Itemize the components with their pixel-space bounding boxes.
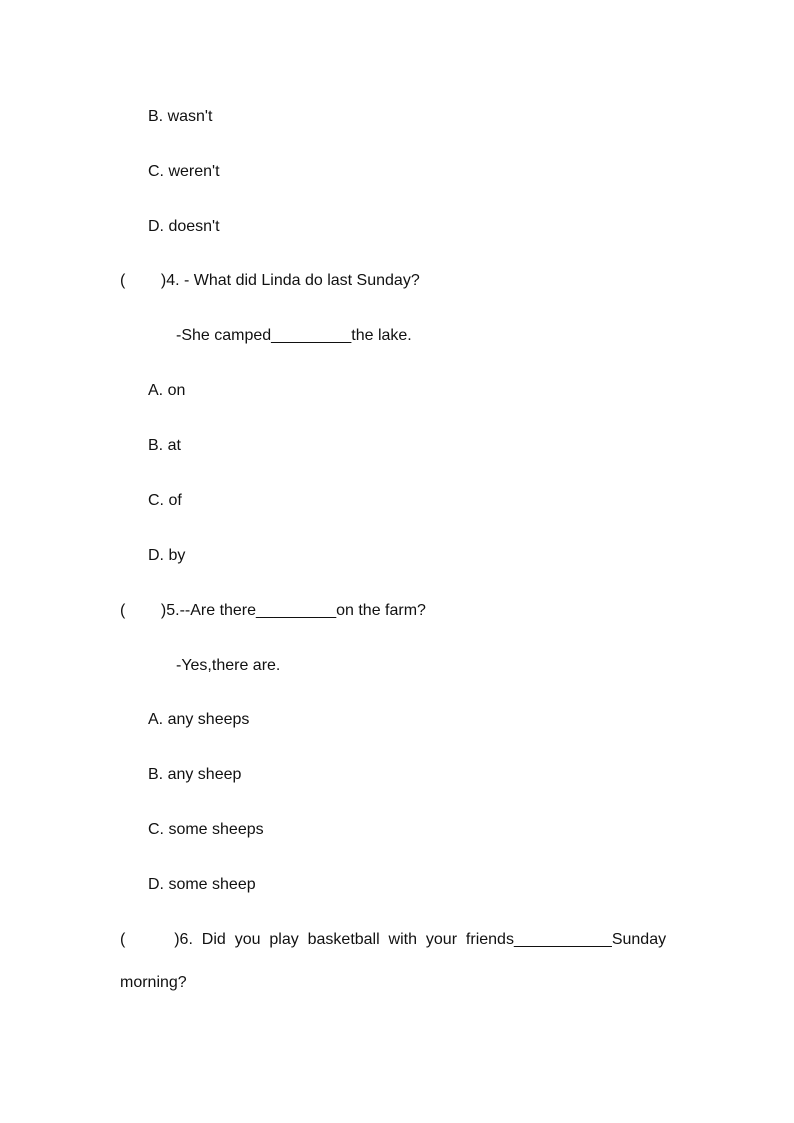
question-5: ( )5.--Are there_________on the farm? (120, 602, 426, 619)
question-5-reply: -Yes,there are. (176, 657, 281, 674)
q3-option-d: D. doesn't (148, 218, 220, 235)
question-4: ( )4. - What did Linda do last Sunday? (120, 272, 420, 289)
q3-option-b: B. wasn't (148, 108, 213, 125)
q5-option-c: C. some sheeps (148, 821, 264, 838)
q4-option-d: D. by (148, 547, 186, 564)
q4-option-b: B. at (148, 437, 181, 454)
question-4-reply: -She camped_________the lake. (176, 327, 412, 344)
q5-option-b: B. any sheep (148, 766, 242, 783)
q4-option-c: C. of (148, 492, 182, 509)
question-6: ( )6. Did you play basketball with your friends___________Sunday (120, 931, 667, 948)
q3-option-c: C. weren't (148, 163, 220, 180)
question-6-continued: morning? (120, 974, 187, 991)
q5-option-d: D. some sheep (148, 876, 256, 893)
q4-option-a: A. on (148, 382, 186, 399)
q5-option-a: A. any sheeps (148, 711, 250, 728)
